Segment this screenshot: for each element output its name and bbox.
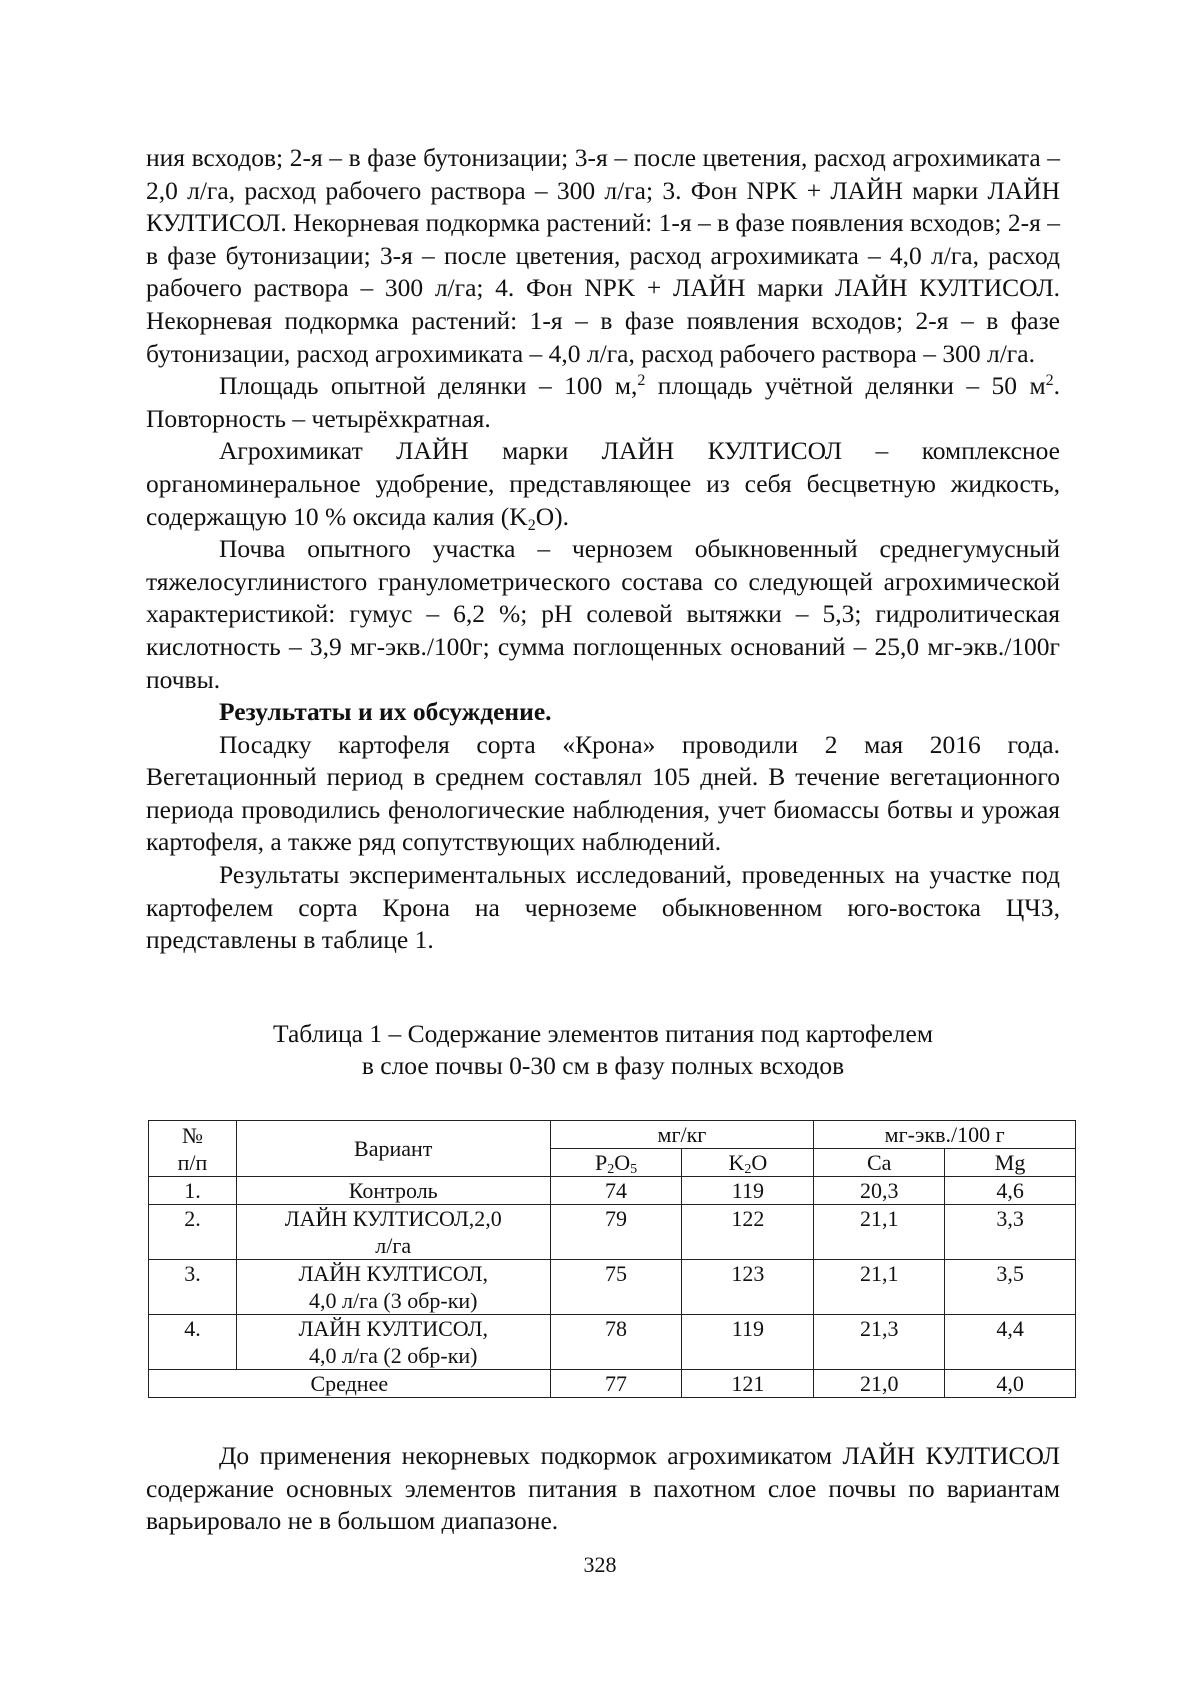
table-row xyxy=(149,1260,1076,1315)
body-text xyxy=(146,142,1060,957)
cell-mg: 4,0 xyxy=(945,1370,1076,1398)
table-row xyxy=(149,1205,1076,1260)
header-k2o: $K_2O$ xyxy=(682,1149,814,1177)
header-p2o5: $P_2O_5$ xyxy=(550,1149,682,1177)
cell-mg: 4,4 xyxy=(945,1315,1076,1370)
paragraph-conclusion: До применения некорневых подкормок агрохимикатом ЛАЙН КУЛТИСОЛ содержание основных элементов питания в пахотном слое почвы по вариантам варьировало не в большом диапазоне. xyxy=(146,1441,1060,1536)
table-row xyxy=(149,1177,1076,1205)
cell-k2o: 122 xyxy=(682,1205,814,1260)
cell-k2o: 123 xyxy=(682,1260,814,1315)
paragraph-treatments: ния всходов; 2-я – в фазе бутонизации; 3-я – после цветения, расход агрохимиката – 2,0 л/га, расход рабочего раствора – 300 л/га; 3. Фон NPK + ЛАЙН марки ЛАЙН КУЛТИСОЛ. Некорневая подкормка растений: 1-я – в фазе появления всходов; 2-я – в фазе бутонизации; 3-я – после цветения, расход агрохимиката – 4,0 л/га, расход рабочего раствора – 300 л/га; 4. Фон NPK + ЛАЙН марки ЛАЙН КУЛТИСОЛ. Некорневая подкормка растений: 1-я – в фазе появления всходов; 2-я – в фазе бутонизации, расход агрохимиката – 4,0 л/га, расход рабочего раствора – 300 л/га. xyxy=(146,143,1060,368)
cell-ca: 21,1 xyxy=(814,1205,945,1260)
cell-p2o5: 78 xyxy=(550,1315,682,1370)
cell-p2o5: 75 xyxy=(550,1260,682,1315)
header-num: № п/п xyxy=(149,1121,237,1177)
cell-p2o5: 79 xyxy=(550,1205,682,1260)
paragraph-soil: Почва опытного участка – чернозем обыкновенный среднегумусный тяжелосуглинистого гранулометрического состава со следующей агрохимической характеристикой: гумус – 6,2 %; pH солевой вытяжки – 5,3; гидролитическая кислотность – 3,9 мг-экв./100г; сумма поглощенных оснований – 25,0 мг-экв./100г почвы. xyxy=(146,534,1060,694)
cell-variant: Контроль xyxy=(236,1177,550,1205)
cell-k2o: 121 xyxy=(682,1370,814,1398)
cell-num: 1. xyxy=(149,1177,237,1205)
cell-ca: 20,3 xyxy=(814,1177,945,1205)
cell-k2o: 119 xyxy=(682,1177,814,1205)
cell-mg: 3,5 xyxy=(945,1260,1076,1315)
table-mean-row xyxy=(149,1370,1076,1398)
cell-variant: ЛАЙН КУЛТИСОЛ, 4,0 л/га (2 обр-ки) xyxy=(236,1315,550,1370)
table-caption-line1: Таблица 1 – Содержание элементов питания под картофелем xyxy=(273,1019,933,1048)
cell-ca: 21,1 xyxy=(814,1260,945,1315)
cell-p2o5: 74 xyxy=(550,1177,682,1205)
table-row xyxy=(149,1315,1076,1370)
header-ca: Ca xyxy=(814,1149,945,1177)
cell-variant: ЛАЙН КУЛТИСОЛ,2,0 л/га xyxy=(236,1205,550,1260)
paragraph-plot-area: Площадь опытной делянки – 100 м,$^2$ площадь учётной делянки – 50 $м^2$. Повторность – четырёхкратная. xyxy=(146,371,1061,433)
results-table xyxy=(148,1120,1076,1398)
cell-k2o: 119 xyxy=(682,1315,814,1370)
table-caption-line2: в слое почвы 0-30 см в фазу полных всходов xyxy=(361,1051,845,1080)
cell-variant: ЛАЙН КУЛТИСОЛ, 4,0 л/га (3 обр-ки) xyxy=(236,1260,550,1315)
cell-p2o5: 77 xyxy=(550,1370,682,1398)
body-text-after-table xyxy=(146,1440,1060,1538)
cell-mean-label: Среднее xyxy=(149,1370,551,1398)
paragraph-agrochemical: Агрохимикат ЛАЙН марки ЛАЙН КУЛТИСОЛ – комплексное органоминеральное удобрение, представляющее из себя бесцветную жидкость, содержащую 10 % оксида калия $(K_2O)$. xyxy=(146,436,1060,534)
cell-num: 4. xyxy=(149,1315,237,1370)
cell-num: 2. xyxy=(149,1205,237,1260)
cell-mg: 3,3 xyxy=(945,1205,1076,1260)
paragraph-planting: Посадку картофеля сорта «Крона» проводили 2 мая 2016 года. Вегетационный период в среднем составлял 105 дней. В течение вегетационного периода проводились фенологические наблюдения, учет биомассы ботвы и урожая картофеля, а также ряд сопутствующих наблюдений. xyxy=(146,729,1060,857)
header-variant: Вариант xyxy=(236,1121,550,1177)
header-mg-eq: мг-экв./100 г xyxy=(814,1121,1076,1149)
paragraph-results-intro: Результаты экспериментальных исследований, проведенных на участке под картофелем сорта Крона на черноземе обыкновенном юго-востока ЦЧЗ, представлены в таблице 1. xyxy=(146,860,1060,955)
section-heading: Результаты и их обсуждение. xyxy=(219,697,552,727)
table-header-row xyxy=(149,1121,1076,1149)
cell-ca: 21,3 xyxy=(814,1315,945,1370)
table-caption xyxy=(146,1018,1060,1082)
cell-mg: 4,6 xyxy=(945,1177,1076,1205)
cell-ca: 21,0 xyxy=(814,1370,945,1398)
page-number: 328 xyxy=(583,1552,617,1577)
header-mg: Mg xyxy=(945,1149,1076,1177)
header-mg-kg: мг/кг xyxy=(550,1121,814,1149)
cell-num: 3. xyxy=(149,1260,237,1315)
